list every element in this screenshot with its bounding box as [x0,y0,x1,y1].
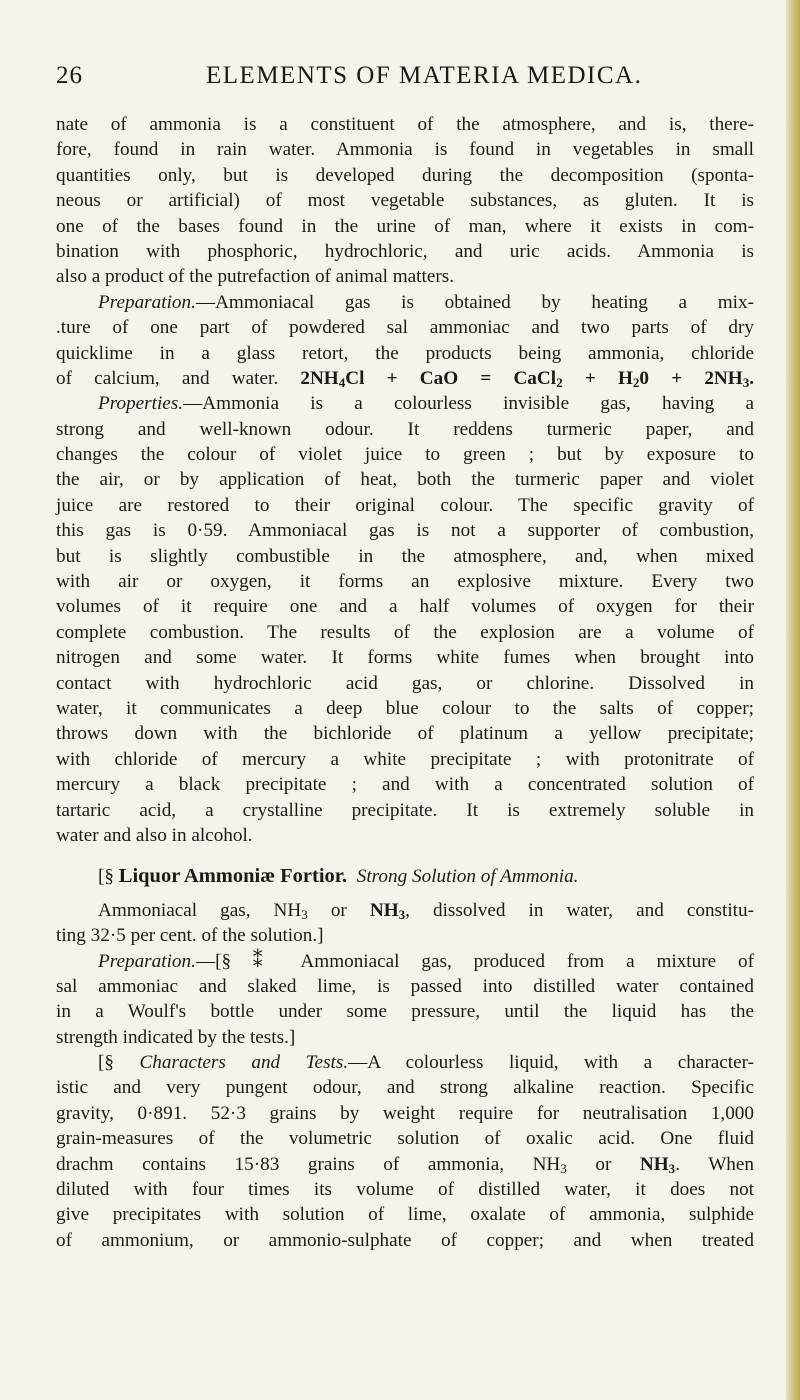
text-line: tartaric acid, a crystalline precipitate. It is extremely soluble in [56,799,754,821]
formula-line [56,1152,754,1177]
subscript: 3 [560,1160,567,1176]
equation-part: + H [562,367,633,389]
properties-heading: Properties. [98,393,184,415]
text-line: complete combustion. The results of the explosion are a volume of [56,621,754,643]
text-line-preparation-2 [56,949,754,974]
text-line-characters [56,1050,754,1075]
text-span: , dissolved in water, and constitu- [405,899,755,921]
section-title: Liquor Ammoniæ Fortior. [118,865,348,888]
text-line: grain-measures of the volumetric solution of oxalic acid. One fluid [56,1128,754,1150]
text-line: quicklime in a glass retort, the products being ammonia, chloride [56,342,754,364]
text-line: juice are restored to their original colour. The specific gravity of [56,494,754,516]
text-line: istic and very pungent odour, and strong alkaline reaction. Specific [56,1077,754,1099]
page-header [56,62,754,92]
subscript: 3 [668,1160,676,1176]
text-line: of ammonium, or ammonio-sulphate of copper; and when treated [56,1229,754,1251]
text-line: the air, or by application of heat, both the turmeric paper and violet [56,469,754,491]
text-line: with chloride of mercury a white precipitate ; with protonitrate of [56,748,754,770]
text-line: also a product of the putrefaction of animal matters. [56,266,455,288]
equation-part: 2NH [300,367,339,389]
text-span: or [307,899,370,921]
text-line: water and also in alcohol. [56,824,253,846]
text-line: one of the bases found in the urine of man, where it exists in com- [56,215,754,237]
text-line: changes the colour of violet juice to green ; but by exposure to [56,444,754,466]
formula-bold: NH [639,1153,669,1175]
characters-heading: Characters and Tests. [139,1052,349,1074]
section-gap [56,848,754,864]
subscript: 2 [632,374,640,390]
section-subtitle: Strong Solution of Ammonia. [356,866,579,888]
text-line: contact with hydrochloric acid gas, or chlorine. Dissolved in [56,672,754,694]
chemical-equation [300,368,754,389]
section-bracket: [§ [98,866,119,888]
text-line: ting 32·5 per cent. of the solution.] [56,925,324,947]
running-title: ELEMENTS OF MATERIA MEDICA. [206,62,643,89]
equation-line [56,366,754,391]
text-line: in a Woulf's bottle under some pressure, until the liquid has the [56,1001,754,1023]
subscript: 3 [398,906,406,922]
text-line: strong and well-known odour. It reddens turmeric paper, and [56,418,754,440]
text-span: —[§ ⁑ Ammoniacal gas, produced from a mixture of [195,950,754,972]
text-line-properties [56,391,754,416]
text-line: bination with phosphoric, hydrochloric, and uric acids. Ammonia is [56,240,754,262]
text-span: or [566,1153,640,1175]
section-bracket: [§ [98,1052,140,1074]
text-line: mercury a black precipitate ; and with a concentrated solution of [56,774,754,796]
text-span: drachm contains 15·83 grains of ammonia, NH [56,1153,561,1175]
text-line: sal ammoniac and slaked lime, is passed into distilled water contained [56,975,754,997]
preparation-heading: Preparation. [98,291,196,313]
text-line: this gas is 0·59. Ammoniacal gas is not a supporter of combustion, [56,520,754,542]
text-line: with air or oxygen, it forms an explosive mixture. Every two [56,571,754,593]
section-heading [56,864,754,889]
text-line-preparation [56,290,754,315]
text-span: —Ammoniacal gas is obtained by heating a mix- [195,291,754,313]
formula-bold: NH [369,899,399,921]
text-span: . When [675,1153,755,1175]
text-span: of calcium, and water. [56,367,279,389]
text-line: gravity, 0·891. 52·3 grains by weight require for neutralisation 1,000 [56,1102,754,1124]
subscript: 3 [301,906,308,922]
subscript: 3 [742,374,750,390]
section-gap [56,890,754,898]
text-line: nate of ammonia is a constituent of the atmosphere, and is, there- [56,114,754,135]
text-line: nitrogen and some water. It forms white fumes when brought into [56,647,754,669]
text-span: —Ammonia is a colourless invisible gas, having a [183,393,754,415]
text-line: quantities only, but is developed during the decomposition (sponta- [56,164,754,186]
text-line: throws down with the bichloride of platinum a yellow precipitate; [56,723,754,745]
preparation-heading: Preparation. [98,950,196,972]
text-line: give precipitates with solution of lime, oxalate of ammonia, sulphide [56,1204,754,1226]
equation-part: Cl + CaO = CaCl [345,367,557,389]
text-span: Ammoniacal gas, NH [98,899,302,921]
text-line: but is slightly combustible in the atmosphere, and, when mixed [56,545,754,567]
page-number: 26 [56,62,83,89]
text-line: diluted with four times its volume of distilled water, it does not [56,1179,754,1201]
page-edge [786,0,800,1400]
text-line: fore, found in rain water. Ammonia is found in vegetables in small [56,139,754,161]
equation-part: 0 + 2NH [639,367,743,389]
text-line: neous or artificial) of most vegetable substances, as gluten. It is [56,190,754,212]
text-line: .ture of one part of powdered sal ammoniac and two parts of dry [56,317,754,339]
equation-part: . [749,367,755,389]
text-span: —A colourless liquid, with a character- [348,1052,754,1074]
formula-line [56,898,754,923]
text-line: strength indicated by the tests.] [56,1026,296,1048]
text-line: water, it communicates a deep blue colour to the salts of copper; [56,697,754,719]
subscript: 4 [338,374,346,390]
subscript: 2 [556,374,563,390]
text-line: volumes of it require one and a half volumes of oxygen for their [56,596,754,618]
body-text [56,112,754,1253]
